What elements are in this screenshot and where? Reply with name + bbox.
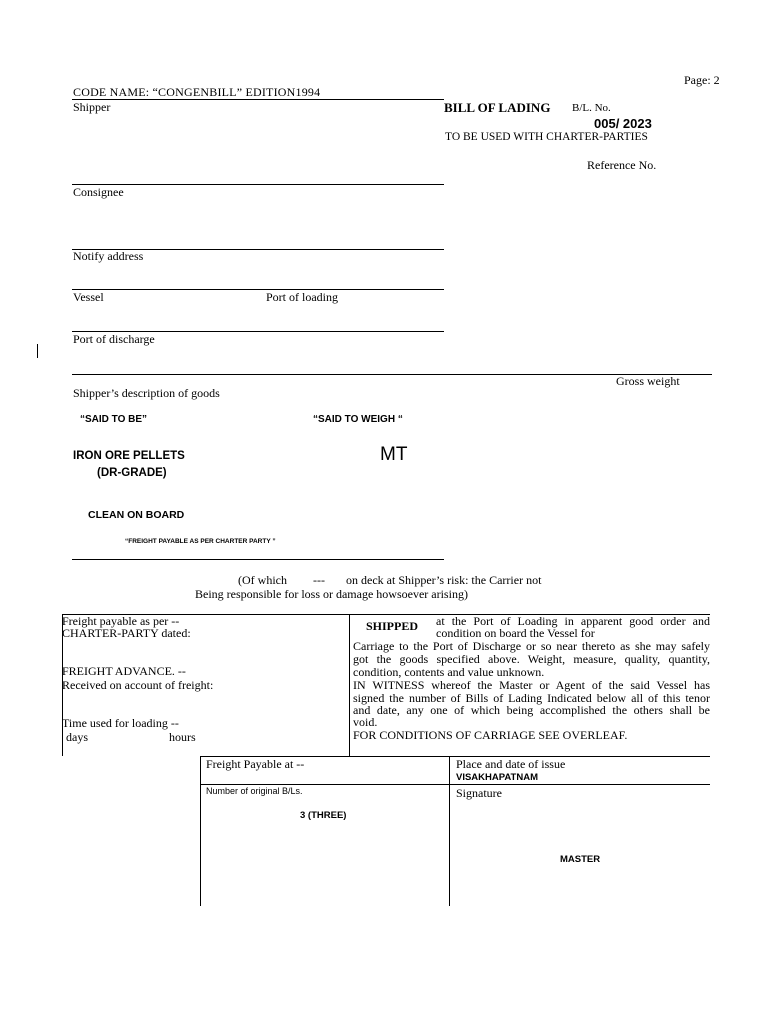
deck-note-dashes: --- — [313, 573, 325, 587]
shipped-heading: SHIPPED — [366, 619, 419, 633]
received-on-account: Received on account of freight: — [62, 678, 214, 692]
deck-note-of-which: (Of which — [238, 573, 287, 587]
notify-bottom-rule — [72, 289, 444, 290]
weight-unit: MT — [380, 444, 408, 465]
said-to-be: “SAID TO BE” — [80, 414, 148, 425]
number-of-originals-label: Number of original B/Ls. — [206, 786, 303, 796]
goods-grade: (DR-GRADE) — [97, 467, 167, 479]
goods-name: IRON ORE PELLETS — [73, 450, 185, 462]
bill-of-lading-title: BILL OF LADING — [444, 100, 551, 115]
shipped-text-1: at the Port of Loading in apparent good order and — [436, 614, 710, 628]
notify-address-label: Notify address — [73, 249, 144, 263]
master-label: MASTER — [560, 854, 601, 865]
shipper-label: Shipper — [73, 100, 111, 114]
page-number: Page: 2 — [684, 73, 720, 87]
bottom-middle-rule — [200, 784, 710, 785]
text-cursor — [37, 344, 38, 358]
witness-text-3: and date, any one of which being accomplished the others shall be — [353, 703, 710, 717]
signature-label: Signature — [456, 786, 502, 800]
witness-text-4: void. — [353, 715, 378, 729]
freight-payable-note: “FREIGHT PAYABLE AS PER CHARTER PARTY ” — [125, 538, 276, 545]
shipped-text-3: Carriage to the Port of Discharge or so near thereto as she may safely — [353, 639, 710, 653]
charter-party-dated: CHARTER-PARTY dated: — [62, 626, 191, 640]
place-date-of-issue: Place and date of issue — [456, 757, 566, 771]
freight-advance: FREIGHT ADVANCE. -- — [62, 664, 186, 678]
freight-payable-at: Freight Payable at -- — [206, 757, 305, 771]
bottom-left-edge — [200, 756, 201, 906]
time-used-for-loading: Time used for loading -- — [62, 716, 179, 730]
shipped-text-2: condition on board the Vessel for — [436, 626, 595, 640]
days-label: days — [66, 730, 88, 744]
port-of-discharge-label: Port of discharge — [73, 332, 155, 346]
goods-bottom-rule — [72, 559, 444, 560]
bl-no-label: B/L. No. — [572, 102, 611, 114]
terms-center-divider — [349, 614, 350, 756]
conditions-overleaf: FOR CONDITIONS OF CARRIAGE SEE OVERLEAF. — [353, 728, 628, 742]
place-of-issue: VISAKHAPATNAM — [456, 772, 538, 783]
said-to-weigh: “SAID TO WEIGH “ — [313, 414, 403, 425]
deck-note-responsibility: Being responsible for loss or damage howsoever arising) — [195, 587, 468, 601]
goods-description-label: Shipper’s description of goods — [73, 386, 220, 400]
port-of-loading-label: Port of loading — [266, 290, 338, 304]
hours-label: hours — [169, 730, 196, 744]
number-of-originals-value: 3 (THREE) — [300, 810, 347, 821]
witness-text-1: IN WITNESS whereof the Master or Agent of the said Vessel has — [353, 678, 710, 692]
shipper-bottom-rule — [72, 184, 444, 185]
bl-number: 005/ 2023 — [594, 116, 652, 131]
clean-on-board: CLEAN ON BOARD — [88, 509, 185, 521]
top-rule — [72, 99, 444, 100]
bottom-center-divider — [449, 756, 450, 906]
gross-weight-label: Gross weight — [616, 374, 680, 388]
deck-note-risk: on deck at Shipper’s risk: the Carrier not — [346, 573, 542, 587]
witness-text-2: signed the number of Bills of Lading Indicated below all of this tenor — [353, 691, 710, 705]
shipped-text-4: got the goods specified above. Weight, measure, quality, quantity, — [353, 652, 710, 666]
shipped-text-5: condition, contents and value unknown. — [353, 665, 545, 679]
reference-no-label: Reference No. — [587, 158, 657, 172]
charter-parties-note: TO BE USED WITH CHARTER-PARTIES — [445, 131, 648, 143]
consignee-label: Consignee — [73, 185, 124, 199]
vessel-label: Vessel — [73, 290, 104, 304]
freight-payable-per: Freight payable as per -- — [62, 614, 180, 628]
code-name: CODE NAME: “CONGENBILL” EDITION1994 — [73, 85, 321, 99]
